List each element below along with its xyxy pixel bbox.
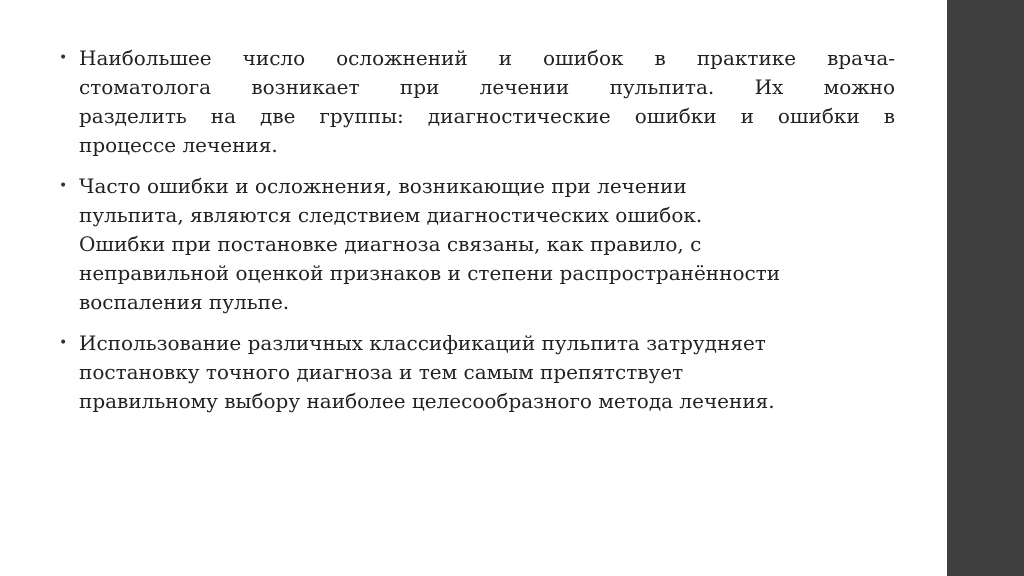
bullet-list (59, 44, 895, 428)
bullet-item-2 (59, 172, 895, 317)
text-line: правильному выбору наиболее целесообразного метода лечения. (79, 389, 775, 413)
text-line: Ошибки при постановке диагноза связаны, как правило, с (79, 232, 702, 256)
text-line: стоматолога возникает при лечении пульпита. Их можно (79, 75, 895, 99)
bullet-icon: • (59, 178, 68, 194)
text-line: Часто ошибки и осложнения, возникающие при лечении (79, 174, 687, 198)
bullet-item-1 (59, 44, 895, 160)
text-line: воспаления пульпе. (79, 290, 290, 314)
text-line: постановку точного диагноза и тем самым препятствует (79, 360, 684, 384)
bullet-item-3 (59, 329, 895, 416)
decorative-side-bar (947, 0, 1024, 576)
text-line: разделить на две группы: диагностические ошибки и ошибки в (79, 104, 895, 128)
bullet-icon: • (59, 50, 68, 66)
text-line: Использование различных классификаций пульпита затрудняет (79, 331, 766, 355)
text-line: Наибольшее число осложнений и ошибок в практике врача- (79, 46, 895, 70)
text-line: пульпита, являются следствием диагностических ошибок. (79, 203, 703, 227)
bullet-icon: • (59, 335, 68, 351)
text-line: процессе лечения. (79, 133, 278, 157)
text-line: неправильной оценкой признаков и степени распространённости (79, 261, 781, 285)
